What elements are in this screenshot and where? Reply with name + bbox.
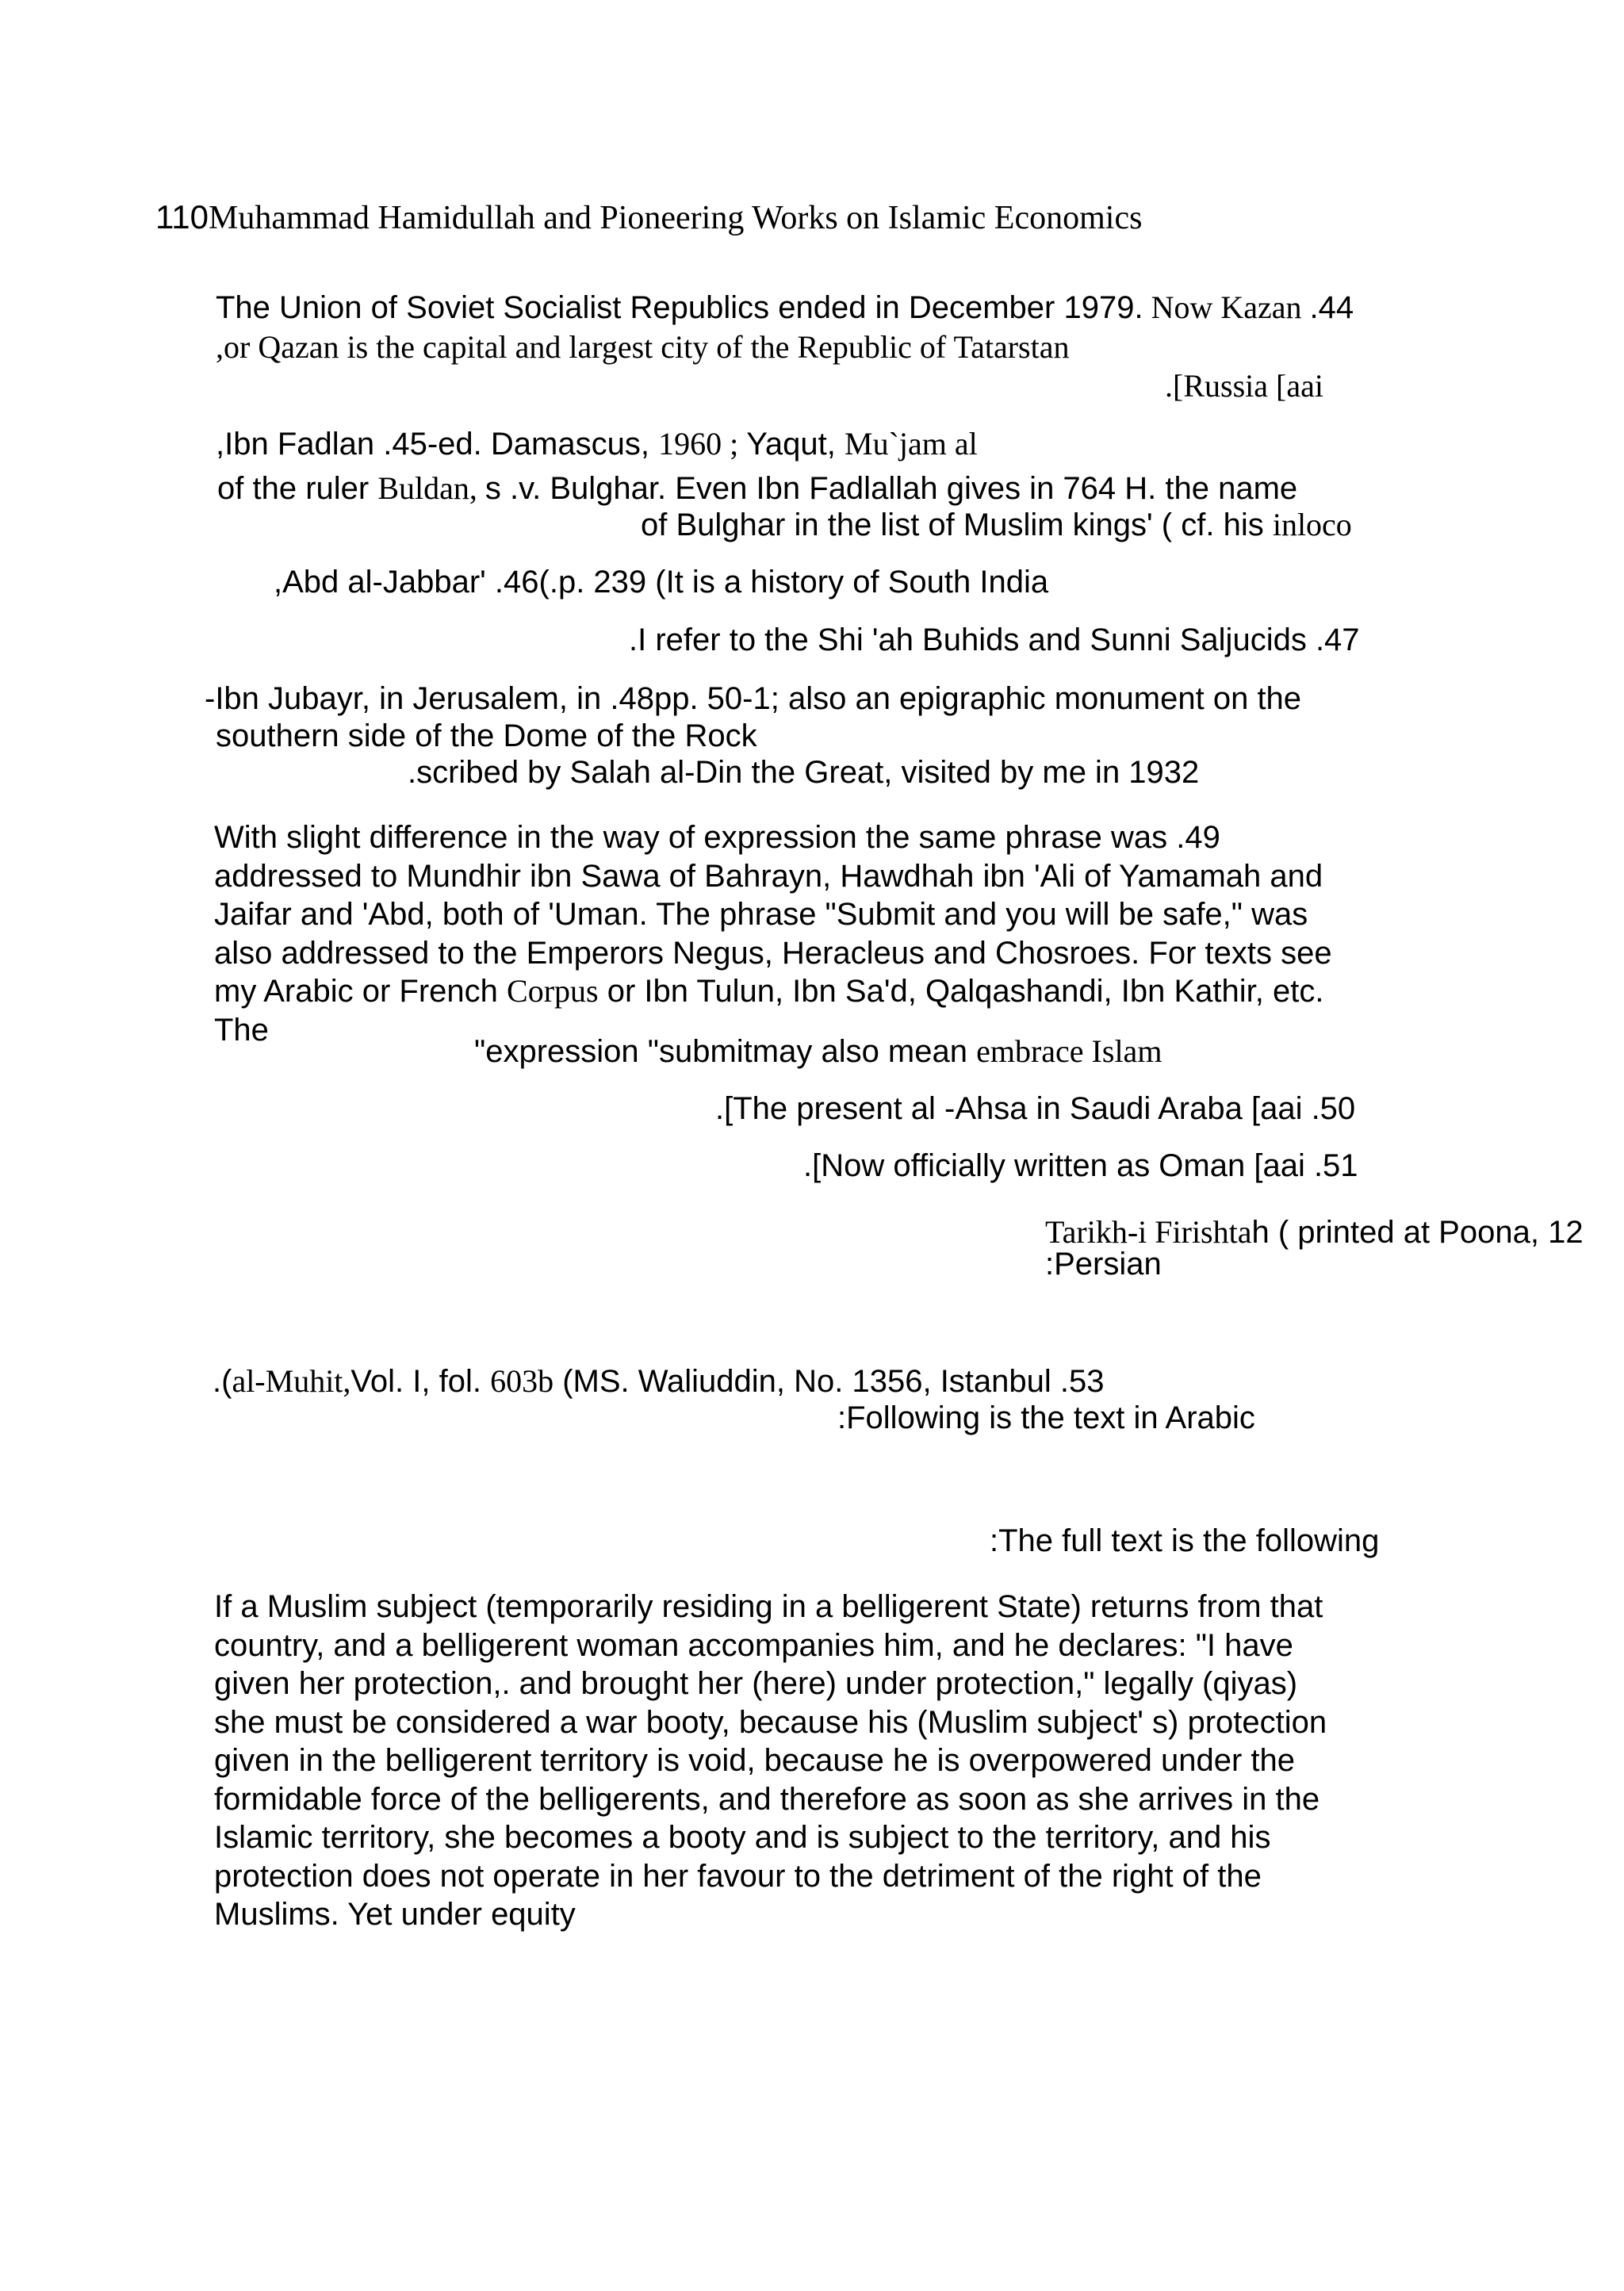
note-49-corpus: Corpus: [507, 973, 599, 1009]
full-text-label: :The full text is the following: [990, 1523, 1380, 1558]
note-45-year: 1960 ;: [658, 426, 747, 462]
full-text-line-6: formidable force of the belligerents, and therefore as soon as she arrives in the: [214, 1781, 1320, 1817]
note-45-text-d: Mu`jam al: [845, 426, 978, 462]
note-51: .[Now officially written as Oman [aai .51: [803, 1148, 1358, 1183]
note-46: ,Abd al-Jabbar' .46(.p. 239 (It is a history of South India: [274, 565, 1049, 600]
note-53-text-b: al-Muhit,: [232, 1363, 351, 1399]
note-49-line-5: [214, 972, 1332, 1011]
note-52-text-b: h ( printed at Poona, 12: [1251, 1215, 1584, 1250]
note-53-text-d: 603b: [490, 1363, 554, 1399]
note-45-text-e: of the ruler: [217, 471, 378, 506]
note-47: .I refer to the Shi 'ah Buhids and Sunni Saljucids .47: [629, 623, 1360, 657]
note-49-line-1: With slight difference in the way of expression the same phrase was .49: [214, 820, 1220, 855]
note-49-line-7: [474, 1032, 1162, 1071]
note-44-number: .44: [1309, 290, 1354, 325]
full-text-line-1: If a Muslim subject (temporarily residing in a belligerent State) returns from that: [214, 1589, 1323, 1624]
note-48-line-1: -Ibn Jubayr, in Jerusalem, in .48pp. 50-1; also an epigraphic monument on the: [205, 681, 1302, 716]
note-48-line-3: .scribed by Salah al-Din the Great, visited by me in 1932: [408, 755, 1200, 790]
note-44-line-1: [216, 289, 1354, 327]
note-49-text-e: embrace Islam: [976, 1033, 1162, 1069]
note-49-text-a: my Arabic or French: [214, 974, 508, 1009]
note-45-text-c: Yaqut,: [746, 427, 845, 462]
note-45-text-f: Buldan,: [377, 470, 485, 506]
full-text-line-9: Muslims. Yet under equity: [214, 1897, 576, 1932]
note-52-line-2: :Persian: [1045, 1247, 1162, 1282]
page-number: 110: [155, 198, 209, 236]
note-45-text-a: ,Ibn Fadlan .45-ed. Damascus,: [216, 427, 659, 462]
full-text-line-5: given in the belligerent territory is void, because he is overpowered under the: [214, 1743, 1296, 1778]
running-title: Muhammad Hamidullah and Pioneering Works on Islamic Economics: [208, 200, 1143, 236]
note-49: [214, 818, 1332, 1049]
note-44-text-b: Now Kazan: [1143, 289, 1310, 325]
note-49-line-3: Jaifar and 'Abd, both of 'Uman. The phrase "Submit and you will be safe," was: [214, 897, 1308, 932]
note-49-line-2: addressed to Mundhir ibn Sawa of Bahrayn, Hawdhah ibn 'Ali of Yamamah and: [214, 858, 1323, 894]
note-45-line-3: [641, 506, 1352, 544]
note-53-text-c: Vol. I, fol.: [350, 1364, 491, 1399]
note-45-line-1: [216, 425, 978, 463]
note-53-line-2: :Following is the text in Arabic: [837, 1400, 1255, 1435]
note-45-line-2: [217, 469, 1297, 508]
note-48-line-2: southern side of the Dome of the Rock: [216, 718, 757, 753]
full-text-line-4: she must be considered a war booty, because his (Muslim subject' s) protection: [214, 1704, 1327, 1740]
note-49-text-c: or Ibn Tulun, Ibn Sa'd, Qalqashandi, Ibn Kathir, etc.: [598, 974, 1324, 1009]
note-53-text-e: (MS. Waliuddin, No. 1356, Istanbul .53: [553, 1364, 1105, 1399]
note-49-text-d: "expression "submitmay also mean: [474, 1034, 977, 1069]
note-50: .[The present al -Ahsa in Saudi Araba [aai .50: [715, 1091, 1356, 1126]
note-45-text-h: of Bulghar in the list of Muslim kings' ( cf. his: [641, 508, 1273, 542]
running-header: [155, 198, 1142, 237]
note-53-text-a: .(: [213, 1364, 232, 1399]
note-44-line-3: .[Russia [aai: [1165, 368, 1323, 404]
note-49-line-6: The: [214, 1012, 269, 1048]
full-text-line-7: Islamic territory, she becomes a booty and is subject to the territory, and his: [214, 1820, 1271, 1855]
note-44-text-a: The Union of Soviet Socialist Republics ended in December 1979.: [216, 290, 1143, 325]
note-45-text-i: inloco: [1272, 507, 1352, 542]
full-text-line-2: country, and a belligerent woman accompanies him, and he declares: "I have: [214, 1627, 1293, 1663]
note-45-text-g: s .v. Bulghar. Even Ibn Fadlallah gives in 764 H. the name: [485, 471, 1298, 506]
note-44-line-2: ,or Qazan is the capital and largest city of the Republic of Tatarstan: [216, 329, 1070, 365]
full-text-paragraph: [214, 1588, 1327, 1934]
full-text-line-8: protection does not operate in her favour to the detriment of the right of the: [214, 1858, 1262, 1894]
full-text-line-3: given her protection,. and brought her (here) under protection," legally (qiyas): [214, 1666, 1298, 1701]
note-52-text-a: Tarikh-i Firishta: [1045, 1214, 1252, 1250]
note-49-line-4: also addressed to the Emperors Negus, Heracleus and Chosroes. For texts see: [214, 935, 1332, 971]
note-53-line-1: [213, 1362, 1105, 1400]
